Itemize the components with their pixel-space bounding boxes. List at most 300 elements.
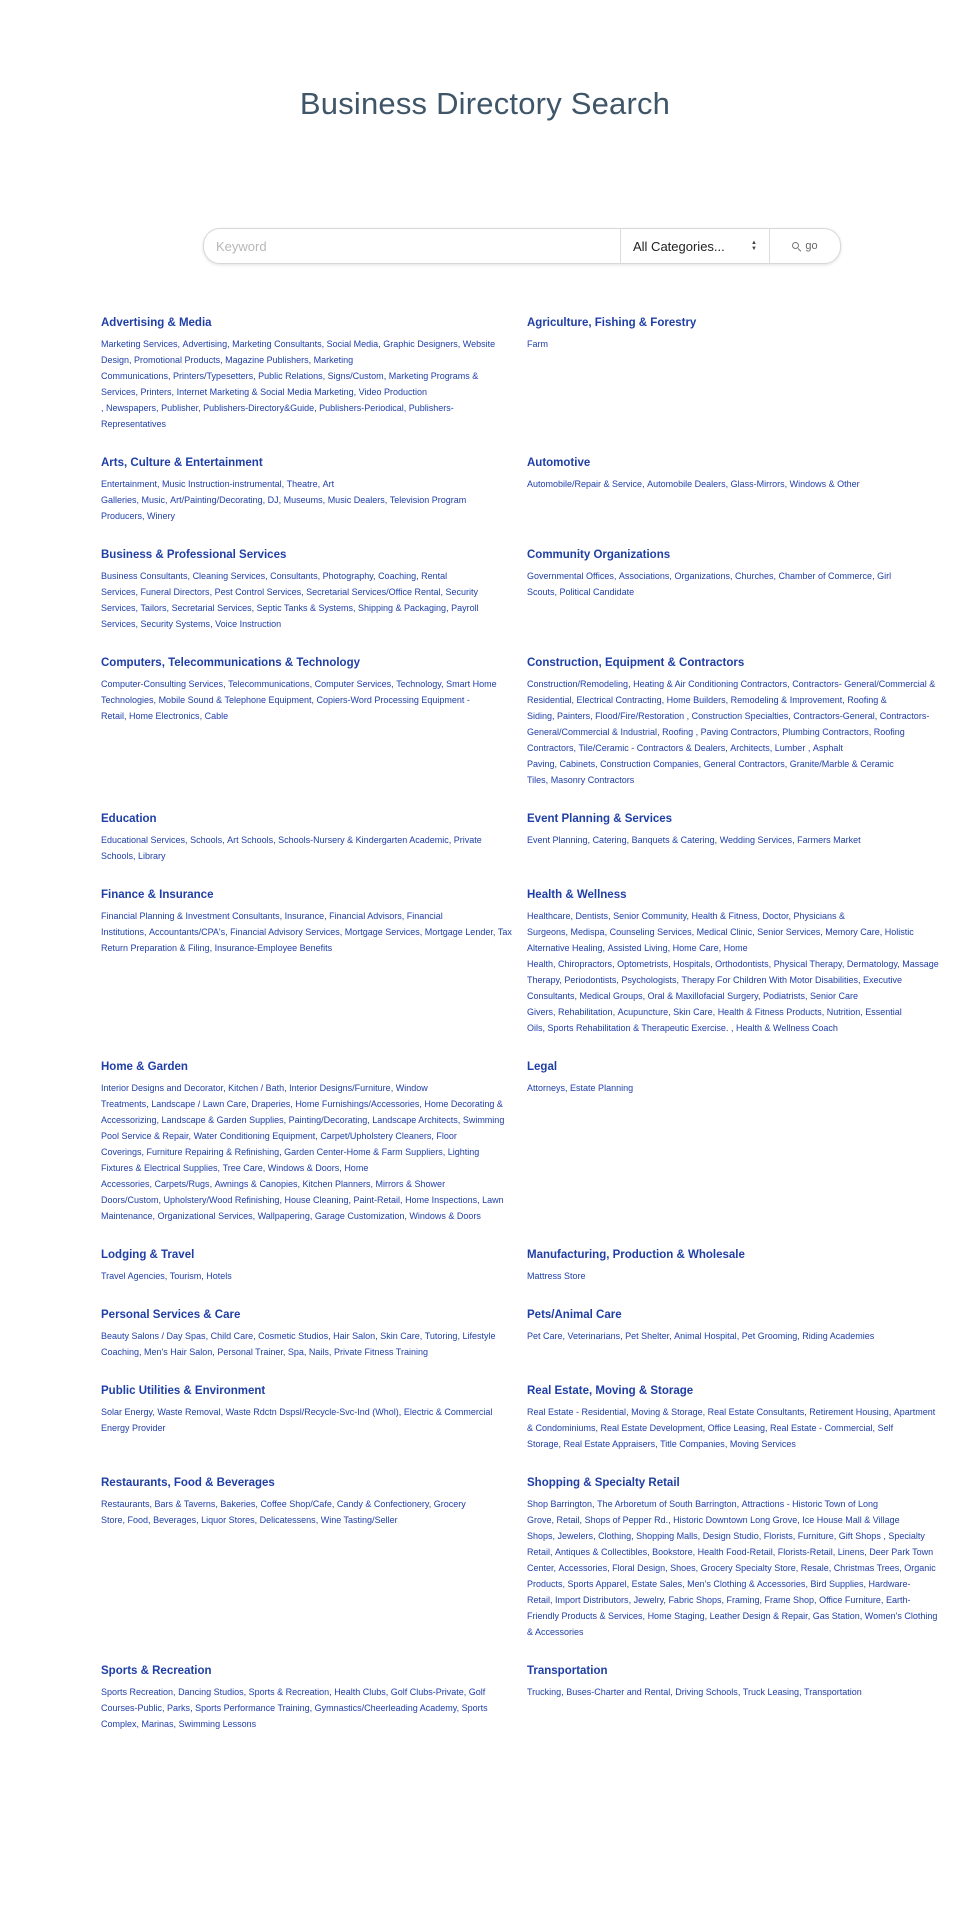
subcategory-link[interactable]: The Arboretum of South Barrington ,: [597, 1499, 742, 1509]
category-title-link[interactable]: Public Utilities & Environment: [101, 1385, 266, 1397]
subcategory-link[interactable]: Window Treatments ,: [101, 1083, 428, 1109]
subcategory-link[interactable]: Golf Clubs-Private ,: [391, 1687, 469, 1697]
subcategory-link[interactable]: Design Studio ,: [703, 1531, 764, 1541]
subcategory-link[interactable]: Shopping Malls ,: [636, 1531, 703, 1541]
category-title-link[interactable]: Transportation: [527, 1665, 608, 1677]
subcategory-link[interactable]: Banquets & Catering ,: [632, 835, 720, 845]
subcategory-link[interactable]: Construction Companies ,: [600, 759, 704, 769]
subcategory-link[interactable]: Music Instruction-instrumental ,: [162, 479, 287, 489]
subcategory-link[interactable]: Dancing Studios ,: [178, 1687, 249, 1697]
subcategory-link[interactable]: Upholstery/Wood Refinishing ,: [164, 1195, 285, 1205]
subcategory-link[interactable]: Hair Salon ,: [333, 1331, 380, 1341]
subcategory-link[interactable]: Bookstore ,: [652, 1547, 698, 1557]
subcategory-link[interactable]: Driving Schools ,: [675, 1687, 743, 1697]
subcategory-link[interactable]: Medispa ,: [571, 927, 610, 937]
subcategory-link[interactable]: Waste Removal ,: [157, 1407, 225, 1417]
subcategory-link[interactable]: Septic Tanks & Systems ,: [257, 603, 358, 613]
subcategory-link[interactable]: Educational Services ,: [101, 835, 190, 845]
subcategory-link[interactable]: Medical Clinic ,: [697, 927, 758, 937]
subcategory-link[interactable]: Art Schools ,: [227, 835, 278, 845]
subcategory-link[interactable]: Publishers-Directory&Guide ,: [203, 403, 319, 413]
subcategory-link[interactable]: Restaurants, Bars & Taverns ,: [101, 1499, 220, 1509]
subcategory-link[interactable]: Waste Rdctn Dspsl/Recycle-Svc-Ind (Whol) ,: [226, 1407, 404, 1417]
subcategory-link[interactable]: Carpet/Upholstery Cleaners ,: [320, 1131, 436, 1141]
subcategory-link[interactable]: Printers ,: [141, 387, 177, 397]
subcategory-link[interactable]: Roofing Contractors ,: [527, 727, 905, 753]
subcategory-link[interactable]: Office Leasing ,: [708, 1423, 770, 1433]
subcategory-link[interactable]: Health & Fitness ,: [691, 911, 762, 921]
subcategory-link[interactable]: Estate Planning: [570, 1083, 634, 1093]
subcategory-link[interactable]: Grocery Specialty Store ,: [701, 1563, 801, 1573]
subcategory-link[interactable]: Tree Care ,: [223, 1163, 268, 1173]
subcategory-link[interactable]: Theatre ,: [287, 479, 323, 489]
subcategory-link[interactable]: Sports Rehabilitation & Therapeutic Exercise. ,: [548, 1023, 736, 1033]
subcategory-link[interactable]: Kitchen Planners ,: [302, 1179, 375, 1189]
subcategory-link[interactable]: Wine Tasting/Seller: [320, 1515, 398, 1525]
subcategory-link[interactable]: Cosmetic Studios ,: [258, 1331, 333, 1341]
category-title-link[interactable]: Business & Professional Services: [101, 549, 287, 561]
subcategory-link[interactable]: Fabric Shops ,: [668, 1595, 726, 1605]
subcategory-link[interactable]: Private Fitness Training: [333, 1347, 428, 1357]
subcategory-link[interactable]: Nails ,: [309, 1347, 334, 1357]
subcategory-link[interactable]: Social Media ,: [327, 339, 384, 349]
subcategory-link[interactable]: Roofing & Siding ,: [527, 695, 887, 721]
subcategory-link[interactable]: Optometrists ,: [617, 959, 673, 969]
subcategory-link[interactable]: Sports Apparel ,: [568, 1579, 632, 1589]
subcategory-link[interactable]: Senior Care Givers ,: [527, 991, 858, 1017]
subcategory-link[interactable]: Art/Painting/Decorating ,: [170, 495, 268, 505]
subcategory-link[interactable]: Lifestyle Coaching ,: [101, 1331, 495, 1357]
subcategory-link[interactable]: Animal Hospital ,: [674, 1331, 742, 1341]
subcategory-link[interactable]: Home Health ,: [527, 943, 748, 969]
subcategory-link[interactable]: Construction Specialties ,: [692, 711, 794, 721]
subcategory-link[interactable]: Hardware-Retail ,: [527, 1579, 911, 1605]
subcategory-link[interactable]: Parks ,: [167, 1703, 195, 1713]
subcategory-link[interactable]: Clothing ,: [598, 1531, 636, 1541]
subcategory-link[interactable]: Lawn Maintenance ,: [101, 1195, 504, 1221]
subcategory-link[interactable]: Child Care ,: [211, 1331, 259, 1341]
subcategory-link[interactable]: Paving Contractors ,: [701, 727, 783, 737]
subcategory-link[interactable]: Frame Shop ,: [765, 1595, 820, 1605]
subcategory-link[interactable]: Roofing ,: [662, 727, 701, 737]
subcategory-link[interactable]: Home Accessories ,: [101, 1163, 368, 1189]
category-title-link[interactable]: Pets/Animal Care: [527, 1309, 622, 1321]
subcategory-link[interactable]: Essential Oils ,: [527, 1007, 902, 1033]
subcategory-link[interactable]: Leather Design & Repair ,: [710, 1611, 813, 1621]
subcategory-link[interactable]: Healthcare ,: [527, 911, 576, 921]
subcategory-link[interactable]: Marketing Programs & Services ,: [101, 371, 478, 397]
subcategory-link[interactable]: Pet Grooming ,: [742, 1331, 803, 1341]
subcategory-link[interactable]: Tax Return Preparation & Filing ,: [101, 927, 512, 953]
subcategory-link[interactable]: Tailors ,: [141, 603, 172, 613]
subcategory-link[interactable]: Associations ,: [619, 571, 675, 581]
subcategory-link[interactable]: Deer Park Town Center ,: [527, 1547, 933, 1573]
subcategory-link[interactable]: Real Estate - Commercial ,: [770, 1423, 878, 1433]
subcategory-link[interactable]: Golf Courses-Public ,: [101, 1687, 485, 1713]
subcategory-link[interactable]: Secretarial Services ,: [172, 603, 257, 613]
subcategory-link[interactable]: Pet Shelter ,: [625, 1331, 674, 1341]
subcategory-link[interactable]: Telecommunications ,: [228, 679, 315, 689]
subcategory-link[interactable]: Moving Services: [729, 1439, 796, 1449]
subcategory-link[interactable]: Florists-Retail ,: [778, 1547, 838, 1557]
subcategory-link[interactable]: Physical Therapy ,: [774, 959, 847, 969]
subcategory-link[interactable]: Title Companies ,: [660, 1439, 730, 1449]
subcategory-link[interactable]: Painters ,: [557, 711, 595, 721]
subcategory-link[interactable]: Smart Home Technologies ,: [101, 679, 497, 705]
category-title-link[interactable]: Lodging & Travel: [101, 1249, 195, 1261]
subcategory-link[interactable]: Lighting Fixtures & Electrical Supplies ,: [101, 1147, 479, 1173]
category-title-link[interactable]: Restaurants, Food & Beverages: [101, 1477, 275, 1489]
category-title-link[interactable]: Arts, Culture & Entertainment: [101, 457, 263, 469]
subcategory-link[interactable]: Senior Community ,: [613, 911, 691, 921]
subcategory-link[interactable]: Churches ,: [735, 571, 779, 581]
subcategory-link[interactable]: Transportation: [804, 1687, 862, 1697]
subcategory-link[interactable]: Attorneys ,: [527, 1083, 570, 1093]
subcategory-link[interactable]: Rehabilitation ,: [558, 1007, 618, 1017]
subcategory-link[interactable]: Political Candidate: [559, 587, 635, 597]
subcategory-link[interactable]: Assisted Living ,: [608, 943, 673, 953]
subcategory-link[interactable]: Home Furnishings/Accessories ,: [295, 1099, 424, 1109]
subcategory-link[interactable]: Orthodontists ,: [715, 959, 774, 969]
subcategory-link[interactable]: Draperies ,: [251, 1099, 295, 1109]
subcategory-link[interactable]: Marinas ,: [142, 1719, 179, 1729]
subcategory-link[interactable]: Medical Groups ,: [580, 991, 648, 1001]
subcategory-link[interactable]: Delicatessens ,: [260, 1515, 321, 1525]
subcategory-link[interactable]: Sports Recreation ,: [101, 1687, 178, 1697]
subcategory-link[interactable]: Home Electronics ,: [129, 711, 205, 721]
subcategory-link[interactable]: Health & Wellness Coach: [735, 1023, 838, 1033]
subcategory-link[interactable]: Spa ,: [288, 1347, 309, 1357]
subcategory-link[interactable]: Jewelers ,: [558, 1531, 599, 1541]
subcategory-link[interactable]: Buses-Charter and Rental ,: [566, 1687, 675, 1697]
subcategory-link[interactable]: Architects ,: [730, 743, 775, 753]
subcategory-link[interactable]: DJ ,: [268, 495, 284, 505]
subcategory-link[interactable]: Bird Supplies ,: [810, 1579, 868, 1589]
subcategory-link[interactable]: Attractions - Historic Town of Long Grove ,: [527, 1499, 878, 1525]
subcategory-link[interactable]: Farm: [527, 339, 548, 349]
subcategory-link[interactable]: Publishers-Periodical ,: [319, 403, 409, 413]
subcategory-link[interactable]: Magazine Publishers ,: [225, 355, 314, 365]
subcategory-link[interactable]: Museums ,: [284, 495, 328, 505]
subcategory-link[interactable]: Solar Energy ,: [101, 1407, 157, 1417]
subcategory-link[interactable]: Payroll Services ,: [101, 603, 479, 629]
subcategory-link[interactable]: Governmental Offices ,: [527, 571, 619, 581]
subcategory-link[interactable]: Cabinets ,: [560, 759, 601, 769]
subcategory-link[interactable]: Landscape / Lawn Care ,: [151, 1099, 251, 1109]
subcategory-link[interactable]: Mortgage Lender ,: [425, 927, 498, 937]
subcategory-link[interactable]: Health Clubs ,: [334, 1687, 391, 1697]
subcategory-link[interactable]: Furniture ,: [798, 1531, 839, 1541]
subcategory-link[interactable]: Heating & Air Conditioning Contractors ,: [633, 679, 792, 689]
subcategory-link[interactable]: Automobile/Repair & Service ,: [527, 479, 647, 489]
subcategory-link[interactable]: Periodontists ,: [564, 975, 621, 985]
subcategory-link[interactable]: Construction/Remodeling ,: [527, 679, 633, 689]
subcategory-link[interactable]: Mattress Store: [527, 1271, 586, 1281]
subcategory-link[interactable]: Home Decorating & Accessorizing ,: [101, 1099, 503, 1125]
subcategory-link[interactable]: Organic Products ,: [527, 1563, 936, 1589]
subcategory-link[interactable]: Earth-Friendly Products & Services ,: [527, 1595, 910, 1621]
subcategory-link[interactable]: Executive Consultants ,: [527, 975, 902, 1001]
subcategory-link[interactable]: Real Estate Consultants ,: [708, 1407, 810, 1417]
subcategory-link[interactable]: Men's Hair Salon ,: [144, 1347, 217, 1357]
subcategory-link[interactable]: Self Storage ,: [527, 1423, 893, 1449]
category-select[interactable]: [620, 229, 770, 263]
subcategory-link[interactable]: Marketing Services ,: [101, 339, 183, 349]
subcategory-link[interactable]: Import Distributors ,: [555, 1595, 634, 1605]
subcategory-link[interactable]: Glass-Mirrors ,: [731, 479, 790, 489]
subcategory-link[interactable]: Landscape Architects ,: [372, 1115, 463, 1125]
subcategory-link[interactable]: Massage Therapy ,: [527, 959, 939, 985]
subcategory-link[interactable]: Podiatrists ,: [763, 991, 810, 1001]
subcategory-link[interactable]: Resale ,: [801, 1563, 834, 1573]
subcategory-link[interactable]: Entertainment ,: [101, 479, 162, 489]
subcategory-link[interactable]: Health Food-Retail ,: [698, 1547, 778, 1557]
subcategory-link[interactable]: Coaching ,: [378, 571, 421, 581]
subcategory-link[interactable]: Automobile Dealers ,: [647, 479, 731, 489]
subcategory-link[interactable]: Sports & Recreation ,: [249, 1687, 335, 1697]
subcategory-link[interactable]: Sports Performance Training ,: [195, 1703, 315, 1713]
subcategory-link[interactable]: Mirrors & Shower Doors/Custom ,: [101, 1179, 445, 1205]
subcategory-link[interactable]: Wallpapering ,: [258, 1211, 315, 1221]
subcategory-link[interactable]: Veterinarians ,: [568, 1331, 626, 1341]
subcategory-link[interactable]: Dentists ,: [576, 911, 614, 921]
subcategory-link[interactable]: Ice House Mall & Village Shops ,: [527, 1515, 900, 1541]
subcategory-link[interactable]: Acupuncture ,: [618, 1007, 674, 1017]
subcategory-link[interactable]: House Cleaning ,: [284, 1195, 353, 1205]
subcategory-link[interactable]: Counseling Services ,: [610, 927, 697, 937]
subcategory-link[interactable]: Catering ,: [593, 835, 632, 845]
subcategory-link[interactable]: Jewelry ,: [634, 1595, 669, 1605]
subcategory-link[interactable]: Windows & Doors ,: [268, 1163, 345, 1173]
go-button[interactable]: [770, 229, 840, 263]
subcategory-link[interactable]: Cleaning Services ,: [193, 571, 271, 581]
keyword-input[interactable]: [204, 229, 620, 263]
subcategory-link[interactable]: Interior Designs and Decorator ,: [101, 1083, 228, 1093]
subcategory-link[interactable]: Video Production ,: [101, 387, 427, 413]
subcategory-link[interactable]: Financial Institutions ,: [101, 911, 443, 937]
subcategory-link[interactable]: Landscape & Garden Supplies ,: [162, 1115, 289, 1125]
subcategory-link[interactable]: Remodeling & Improvement ,: [731, 695, 848, 705]
subcategory-link[interactable]: Moving & Storage ,: [631, 1407, 708, 1417]
subcategory-link[interactable]: Flood/Fire/Restoration ,: [595, 711, 692, 721]
subcategory-link[interactable]: Financial Planning & Investment Consultants ,: [101, 911, 285, 921]
subcategory-link[interactable]: Historic Downtown Long Grove ,: [673, 1515, 802, 1525]
subcategory-link[interactable]: Winery: [147, 511, 176, 521]
subcategory-link[interactable]: Holistic Alternative Healing ,: [527, 927, 914, 953]
subcategory-link[interactable]: Home Care ,: [673, 943, 724, 953]
subcategory-link[interactable]: Skin Care ,: [673, 1007, 718, 1017]
category-title-link[interactable]: Real Estate, Moving & Storage: [527, 1385, 694, 1397]
subcategory-link[interactable]: Food ,: [128, 1515, 154, 1525]
subcategory-link[interactable]: Estate Sales ,: [632, 1579, 688, 1589]
subcategory-link[interactable]: Bakeries ,: [220, 1499, 260, 1509]
subcategory-link[interactable]: Signs/Custom ,: [328, 371, 389, 381]
subcategory-link[interactable]: Secretarial Services/Office Rental ,: [306, 587, 445, 597]
subcategory-link[interactable]: Library: [138, 851, 166, 861]
subcategory-link[interactable]: Real Estate Development ,: [601, 1423, 708, 1433]
subcategory-link[interactable]: Floral Design ,: [612, 1563, 670, 1573]
subcategory-link[interactable]: Television Program Producers ,: [101, 495, 466, 521]
subcategory-link[interactable]: Shoes ,: [670, 1563, 701, 1573]
subcategory-link[interactable]: Rental Services ,: [101, 571, 447, 597]
subcategory-link[interactable]: Chiropractors ,: [558, 959, 617, 969]
subcategory-link[interactable]: Voice Instruction: [215, 619, 282, 629]
subcategory-link[interactable]: Physicians & Surgeons ,: [527, 911, 845, 937]
subcategory-link[interactable]: Farmers Market: [797, 835, 861, 845]
subcategory-link[interactable]: Organizational Services ,: [158, 1211, 258, 1221]
subcategory-link[interactable]: Pest Control Services ,: [215, 587, 307, 597]
subcategory-link[interactable]: Home Builders ,: [667, 695, 731, 705]
subcategory-link[interactable]: Personal Trainer ,: [217, 1347, 288, 1357]
subcategory-link[interactable]: Contractors- General/Commercial & Residential ,: [527, 679, 935, 705]
subcategory-link[interactable]: Pet Care ,: [527, 1331, 568, 1341]
subcategory-link[interactable]: Oral & Maxillofacial Surgery ,: [648, 991, 763, 1001]
subcategory-link[interactable]: Organizations ,: [674, 571, 735, 581]
subcategory-link[interactable]: Contractors-General/Commercial & Industrial ,: [527, 711, 929, 737]
subcategory-link[interactable]: Schools ,: [190, 835, 227, 845]
subcategory-link[interactable]: Security Systems ,: [141, 619, 216, 629]
subcategory-link[interactable]: Masonry Contractors: [550, 775, 635, 785]
category-title-link[interactable]: Manufacturing, Production & Wholesale: [527, 1249, 745, 1261]
subcategory-link[interactable]: Riding Academies: [802, 1331, 875, 1341]
subcategory-link[interactable]: Dermatology ,: [847, 959, 902, 969]
subcategory-link[interactable]: Advertising ,: [183, 339, 233, 349]
subcategory-link[interactable]: Asphalt Paving ,: [527, 743, 843, 769]
category-title-link[interactable]: Finance & Insurance: [101, 889, 214, 901]
subcategory-link[interactable]: Framing ,: [726, 1595, 764, 1605]
subcategory-link[interactable]: Retail ,: [557, 1515, 585, 1525]
subcategory-link[interactable]: Newspapers ,: [106, 403, 161, 413]
subcategory-link[interactable]: Mobile Sound & Telephone Equipment ,: [159, 695, 317, 705]
subcategory-link[interactable]: Electric & Commercial Energy Provider: [101, 1407, 493, 1433]
subcategory-link[interactable]: Publisher ,: [161, 403, 203, 413]
subcategory-link[interactable]: Trucking ,: [527, 1687, 566, 1697]
subcategory-link[interactable]: Kitchen / Bath ,: [228, 1083, 289, 1093]
category-title-link[interactable]: Sports & Recreation: [101, 1665, 212, 1677]
subcategory-link[interactable]: Shipping & Packaging ,: [358, 603, 451, 613]
subcategory-link[interactable]: Grocery Store ,: [101, 1499, 466, 1525]
subcategory-link[interactable]: Security Services ,: [101, 587, 478, 613]
subcategory-link[interactable]: Doctor ,: [763, 911, 794, 921]
subcategory-link[interactable]: Windows & Other: [789, 479, 860, 489]
subcategory-link[interactable]: Home Staging ,: [648, 1611, 710, 1621]
category-title-link[interactable]: Health & Wellness: [527, 889, 627, 901]
subcategory-link[interactable]: Publishers-Representatives: [101, 403, 454, 429]
subcategory-link[interactable]: General Contractors ,: [704, 759, 790, 769]
subcategory-link[interactable]: Plumbing Contractors ,: [782, 727, 874, 737]
category-title-link[interactable]: Computers, Telecommunications & Technology: [101, 657, 360, 669]
subcategory-link[interactable]: Memory Care ,: [825, 927, 885, 937]
subcategory-link[interactable]: Swimming Lessons: [178, 1719, 257, 1729]
subcategory-link[interactable]: Sports Complex ,: [101, 1703, 488, 1729]
subcategory-link[interactable]: Swimming Pool Service & Repair ,: [101, 1115, 504, 1141]
subcategory-link[interactable]: Real Estate Appraisers ,: [564, 1439, 661, 1449]
subcategory-link[interactable]: Linens ,: [838, 1547, 870, 1557]
category-title-link[interactable]: Event Planning & Services: [527, 813, 673, 825]
subcategory-link[interactable]: Lumber ,: [775, 743, 813, 753]
subcategory-link[interactable]: Music ,: [142, 495, 171, 505]
subcategory-link[interactable]: Art Galleries ,: [101, 479, 334, 505]
subcategory-link[interactable]: Tourism ,: [170, 1271, 207, 1281]
subcategory-link[interactable]: Computer Services ,: [315, 679, 397, 689]
subcategory-link[interactable]: Shop Barrington ,: [527, 1499, 597, 1509]
subcategory-link[interactable]: Music Dealers ,: [328, 495, 390, 505]
subcategory-link[interactable]: Funeral Directors ,: [141, 587, 215, 597]
subcategory-link[interactable]: Men's Clothing & Accessories ,: [687, 1579, 810, 1589]
subcategory-link[interactable]: Garden Center-Home & Farm Suppliers ,: [284, 1147, 448, 1157]
subcategory-link[interactable]: Office Furniture ,: [819, 1595, 886, 1605]
subcategory-link[interactable]: Awnings & Canopies ,: [215, 1179, 303, 1189]
subcategory-link[interactable]: Consultants ,: [270, 571, 323, 581]
subcategory-link[interactable]: Gymnastics/Cheerleading Academy ,: [315, 1703, 462, 1713]
subcategory-link[interactable]: Coffee Shop/Cafe ,: [260, 1499, 336, 1509]
subcategory-link[interactable]: Private Schools ,: [101, 835, 482, 861]
subcategory-link[interactable]: Therapy For Children With Motor Disabilities ,: [681, 975, 863, 985]
category-title-link[interactable]: Advertising & Media: [101, 317, 212, 329]
subcategory-link[interactable]: Insurance-Employee Benefits: [214, 943, 333, 953]
subcategory-link[interactable]: Girl Scouts ,: [527, 571, 891, 597]
subcategory-link[interactable]: Technology ,: [396, 679, 446, 689]
subcategory-link[interactable]: Public Relations ,: [258, 371, 328, 381]
subcategory-link[interactable]: Senior Services ,: [757, 927, 825, 937]
subcategory-link[interactable]: Copiers-Word Processing Equipment - Retail ,: [101, 695, 470, 721]
subcategory-link[interactable]: Shops of Pepper Rd. ,: [585, 1515, 674, 1525]
subcategory-link[interactable]: Gift Shops ,: [839, 1531, 889, 1541]
subcategory-link[interactable]: Candy & Confectionery ,: [337, 1499, 434, 1509]
subcategory-link[interactable]: Cable: [204, 711, 229, 721]
subcategory-link[interactable]: Printers/Typesetters ,: [173, 371, 258, 381]
subcategory-link[interactable]: Truck Leasing ,: [743, 1687, 804, 1697]
subcategory-link[interactable]: Chamber of Commerce ,: [779, 571, 878, 581]
subcategory-link[interactable]: Windows & Doors: [409, 1211, 481, 1221]
subcategory-link[interactable]: Women's Clothing & Accessories: [527, 1611, 938, 1637]
subcategory-link[interactable]: Tile/Ceramic - Contractors & Dealers ,: [579, 743, 731, 753]
subcategory-link[interactable]: Insurance ,: [285, 911, 330, 921]
subcategory-link[interactable]: Computer-Consulting Services ,: [101, 679, 228, 689]
subcategory-link[interactable]: Financial Advisors ,: [329, 911, 407, 921]
category-title-link[interactable]: Community Organizations: [527, 549, 671, 561]
subcategory-link[interactable]: Apartment & Condominiums ,: [527, 1407, 935, 1433]
subcategory-link[interactable]: Psychologists ,: [621, 975, 681, 985]
category-title-link[interactable]: Education: [101, 813, 157, 825]
category-title-link[interactable]: Legal: [527, 1061, 558, 1073]
subcategory-link[interactable]: Website Design ,: [101, 339, 495, 365]
subcategory-link[interactable]: Christmas Trees ,: [834, 1563, 905, 1573]
subcategory-link[interactable]: Accountants/CPA's ,: [149, 927, 230, 937]
subcategory-link[interactable]: Photography ,: [323, 571, 378, 581]
subcategory-link[interactable]: Beverages ,: [153, 1515, 201, 1525]
subcategory-link[interactable]: Travel Agencies ,: [101, 1271, 170, 1281]
category-title-link[interactable]: Personal Services & Care: [101, 1309, 241, 1321]
subcategory-link[interactable]: Wedding Services ,: [720, 835, 797, 845]
subcategory-link[interactable]: Specialty Retail ,: [527, 1531, 925, 1557]
subcategory-link[interactable]: Real Estate - Residential ,: [527, 1407, 631, 1417]
category-title-link[interactable]: Home & Garden: [101, 1061, 188, 1073]
category-title-link[interactable]: Shopping & Specialty Retail: [527, 1477, 680, 1489]
subcategory-link[interactable]: Marketing Consultants ,: [232, 339, 327, 349]
subcategory-link[interactable]: Liquor Stores ,: [201, 1515, 260, 1525]
subcategory-link[interactable]: Retirement Housing ,: [809, 1407, 894, 1417]
subcategory-link[interactable]: Floor Coverings ,: [101, 1131, 457, 1157]
subcategory-link[interactable]: Contractors-General ,: [793, 711, 880, 721]
subcategory-link[interactable]: Furniture Repairing & Refinishing ,: [147, 1147, 285, 1157]
subcategory-link[interactable]: Marketing Communications ,: [101, 355, 353, 381]
subcategory-link[interactable]: Schools-Nursery & Kindergarten Academic ,: [278, 835, 454, 845]
subcategory-link[interactable]: Skin Care ,: [380, 1331, 425, 1341]
category-title-link[interactable]: Automotive: [527, 457, 591, 469]
subcategory-link[interactable]: Business Consultants ,: [101, 571, 193, 581]
category-title-link[interactable]: Construction, Equipment & Contractors: [527, 657, 745, 669]
